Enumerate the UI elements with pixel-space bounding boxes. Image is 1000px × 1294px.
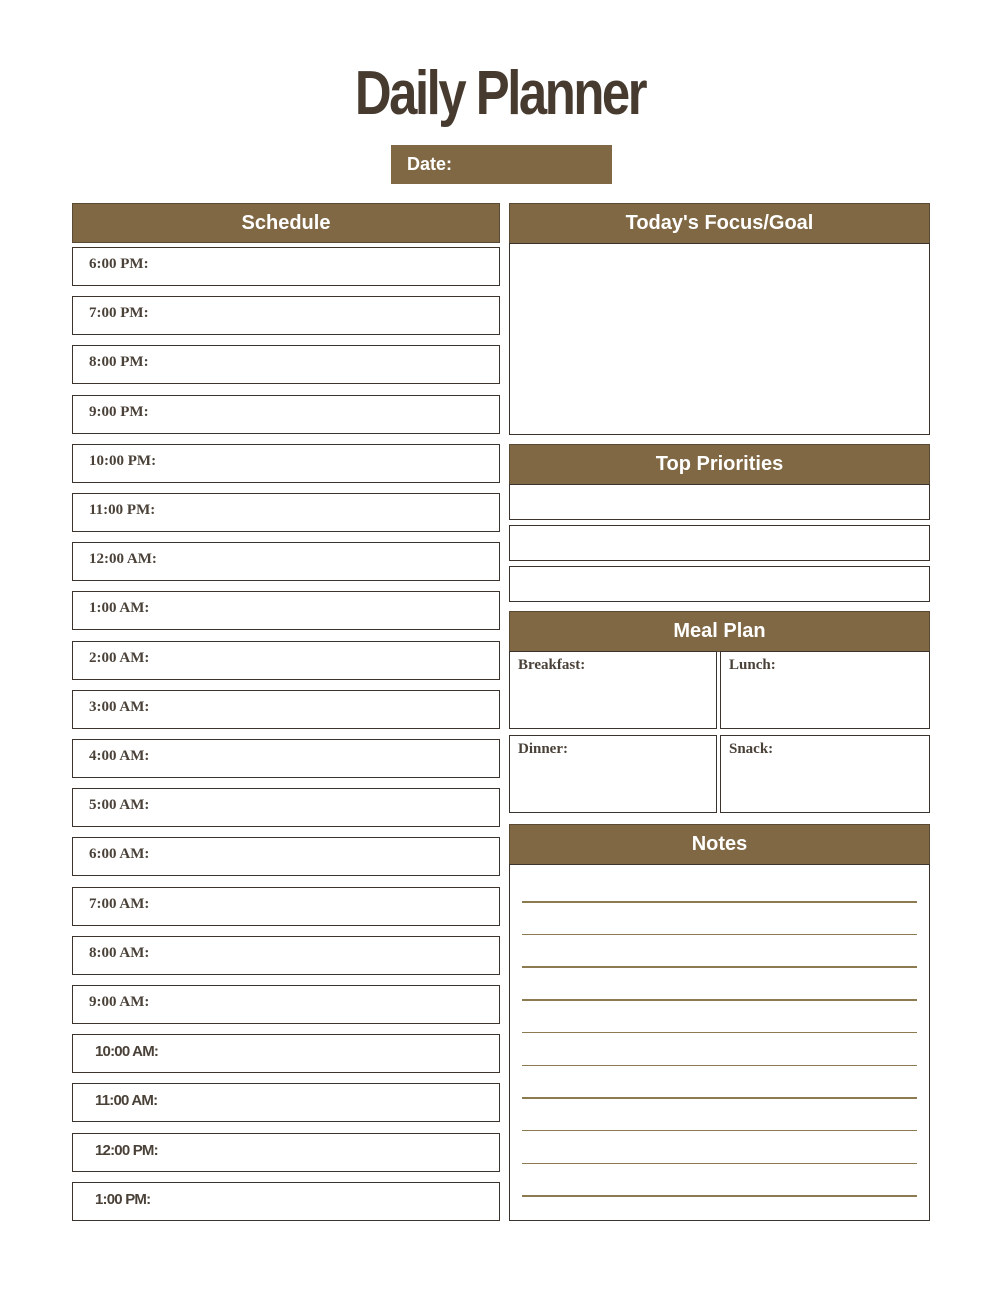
- focus-box[interactable]: [509, 243, 930, 435]
- note-line: [522, 1097, 917, 1099]
- schedule-slot[interactable]: [72, 641, 500, 680]
- schedule-slot-time: 6:00 AM:: [89, 846, 150, 863]
- breakfast-box[interactable]: [509, 651, 717, 729]
- schedule-slot-time: 10:00 PM:: [89, 452, 157, 469]
- schedule-slot-time: 9:00 AM:: [89, 994, 150, 1010]
- schedule-slot[interactable]: [72, 690, 500, 729]
- note-line: [522, 1032, 917, 1034]
- breakfast-label: Breakfast:: [518, 657, 586, 673]
- schedule-slot-time: 12:00 PM:: [95, 1141, 158, 1159]
- schedule-slot[interactable]: [72, 247, 500, 286]
- schedule-slot-time: 5:00 AM:: [89, 797, 150, 814]
- schedule-slot-time: 8:00 PM:: [89, 354, 149, 371]
- schedule-slot[interactable]: [72, 1182, 500, 1221]
- notes-box[interactable]: [509, 864, 930, 1221]
- priority-item[interactable]: [509, 566, 930, 602]
- schedule-slot[interactable]: [72, 493, 500, 532]
- schedule-slot-time: 8:00 AM:: [89, 944, 150, 961]
- schedule-slot-time: 11:00 PM:: [89, 502, 156, 518]
- schedule-slot[interactable]: [72, 837, 500, 876]
- schedule-slot-time: 7:00 PM:: [89, 305, 149, 322]
- dinner-label: Dinner:: [518, 741, 568, 757]
- schedule-slot[interactable]: [72, 985, 500, 1024]
- schedule-slot[interactable]: [72, 739, 500, 778]
- note-line: [522, 1163, 917, 1165]
- schedule-slot[interactable]: [72, 542, 500, 581]
- lunch-box[interactable]: [720, 651, 930, 729]
- schedule-slot[interactable]: [72, 1083, 500, 1122]
- schedule-slot[interactable]: [72, 296, 500, 335]
- note-line: [522, 999, 917, 1001]
- priorities-header: Top Priorities: [509, 444, 930, 485]
- note-line: [522, 966, 917, 968]
- priority-item[interactable]: [509, 484, 930, 520]
- note-line: [522, 901, 917, 903]
- schedule-slot[interactable]: [72, 1133, 500, 1172]
- date-field[interactable]: [391, 145, 612, 184]
- schedule-slot-time: 12:00 AM:: [89, 551, 157, 568]
- note-line: [522, 1065, 917, 1067]
- schedule-slot[interactable]: [72, 444, 500, 483]
- schedule-slot-time: 9:00 PM:: [89, 403, 149, 420]
- priority-item[interactable]: [509, 525, 930, 561]
- note-line: [522, 1195, 917, 1197]
- date-label: Date:: [407, 154, 453, 174]
- dinner-box[interactable]: [509, 735, 717, 813]
- schedule-slot[interactable]: [72, 591, 500, 630]
- schedule-slot-time: 1:00 AM:: [89, 600, 150, 617]
- schedule-slot-time: 1:00 PM:: [95, 1190, 151, 1208]
- schedule-slot[interactable]: [72, 887, 500, 926]
- schedule-slot-time: 4:00 AM:: [89, 748, 150, 764]
- note-line: [522, 934, 917, 936]
- schedule-slot-time: 7:00 AM:: [89, 895, 150, 912]
- schedule-header: Schedule: [72, 203, 500, 243]
- schedule-slot[interactable]: [72, 395, 500, 434]
- schedule-slot-time: 6:00 PM:: [89, 256, 149, 272]
- focus-header: Today's Focus/Goal: [509, 203, 930, 244]
- meal-plan-header: Meal Plan: [509, 611, 930, 652]
- schedule-slot-time: 10:00 AM:: [95, 1043, 159, 1061]
- lunch-label: Lunch:: [729, 657, 776, 673]
- schedule-slot[interactable]: [72, 345, 500, 384]
- page-title: Daily Planner: [354, 59, 646, 128]
- schedule-slot-time: 3:00 AM:: [89, 698, 150, 715]
- schedule-slot[interactable]: [72, 788, 500, 827]
- schedule-slot[interactable]: [72, 936, 500, 975]
- note-line: [522, 1130, 917, 1132]
- schedule-slot-time: 11:00 AM:: [95, 1092, 158, 1110]
- snack-label: Snack:: [729, 741, 774, 757]
- snack-box[interactable]: [720, 735, 930, 813]
- schedule-slot[interactable]: [72, 1034, 500, 1073]
- schedule-slot-time: 2:00 AM:: [89, 649, 150, 666]
- notes-header: Notes: [509, 824, 930, 865]
